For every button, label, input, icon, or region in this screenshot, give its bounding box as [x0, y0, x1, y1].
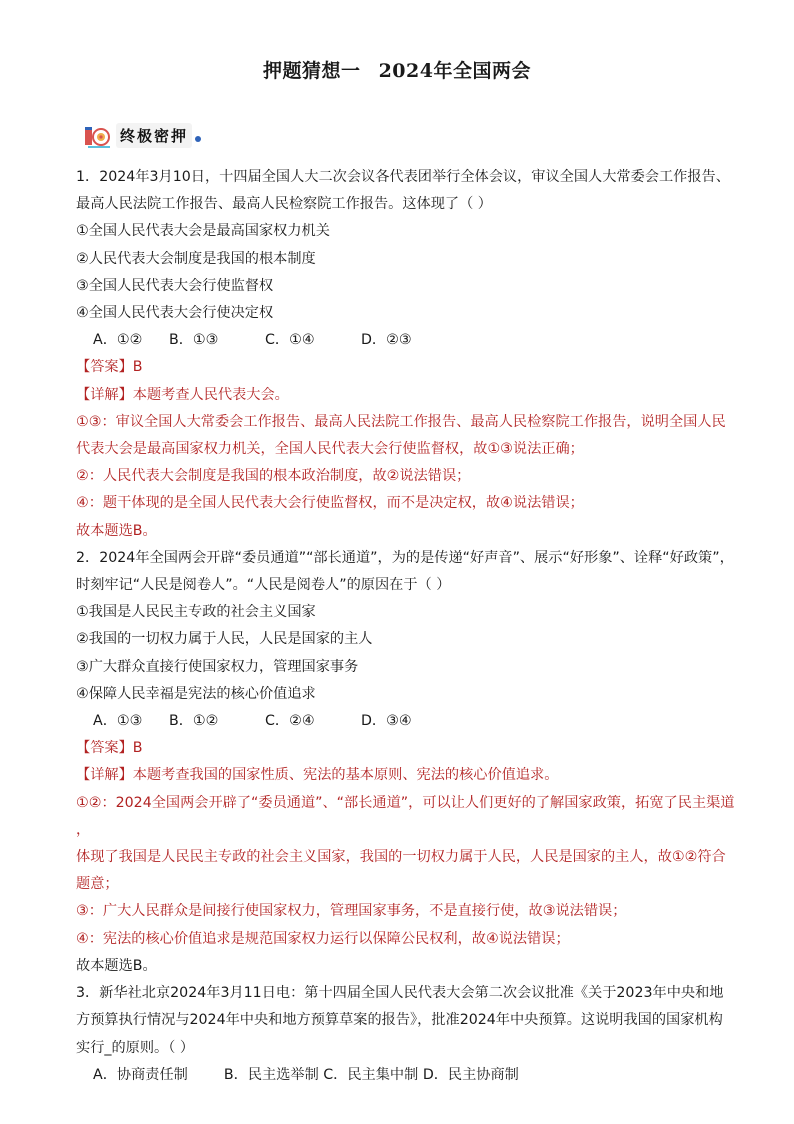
- q2-detail-line-3: 体现了我国是人民民主专政的社会主义国家，我国的一切权力属于人民，人民是国家的主人，故①②符合: [76, 849, 726, 866]
- banner-dot: [195, 136, 201, 142]
- title-part1: 押题猜想一: [263, 60, 361, 82]
- q2-stem-line1: 2．2024年全国两会开辟“委员通道”“部长通道”，为的是传递“好声音”、展示“好形象”、诠释“好政策”，: [76, 549, 734, 566]
- q1-item-1: ①全国人民代表大会是最高国家权力机关: [76, 223, 330, 240]
- q2-detail: [76, 762, 722, 789]
- q2-detail-line-1: ①②：2024全国两会开辟了“委员通道”、“部长通道”，可以让人们更好的了解国家政策，拓宽了民主渠道: [76, 794, 735, 811]
- q2-option-a: A．①③: [93, 713, 143, 730]
- q1-option-d: D．②③: [361, 332, 412, 349]
- q1-answer-value: B: [132, 359, 143, 376]
- q2-stem-line2: 时刻牢记“人民是阅卷人”。“人民是阅卷人”的原因在于（ ）: [76, 577, 451, 594]
- q3-options: A．协商责任制 B．民主选举制 C．民主集中制 D．民主协商制: [93, 1066, 519, 1083]
- q1-answer-label: 【答案】: [76, 359, 133, 376]
- section-banner: [84, 120, 201, 150]
- q2-option-c: C．②④: [265, 713, 315, 730]
- q3-stem-line1: 3．新华社北京2024年3月11日电：第十四届全国人民代表大会第二次会议批准《关于2023年中央和地: [76, 985, 724, 1002]
- q2-answer-label: 【答案】: [76, 740, 133, 757]
- q1-item-3: ③全国人民代表大会行使监督权: [76, 277, 274, 294]
- q2-detail-intro: 本题考查我国的国家性质、宪法的基本原则、宪法的核心价值追求。: [132, 767, 559, 784]
- q2-options: [76, 708, 722, 735]
- q1-stem-line1: 1．2024年3月10日，十四届全国人大二次会议各代表团举行全体会议，审议全国人大常委会工作报告、: [76, 169, 730, 185]
- q2-option-d: D．③④: [361, 713, 412, 730]
- q1-detail-line-2: 代表大会是最高国家权力机关，全国人民代表大会行使监督权，故①③说法正确；: [76, 441, 584, 458]
- q1-answer: [76, 354, 722, 381]
- q2-detail-line-6: ④：宪法的核心价值追求是规范国家权力运行以保障公民权利，故④说法错误；: [76, 930, 570, 947]
- q1-option-a: A．①②: [93, 332, 143, 349]
- q2-detail-line-2: ，: [76, 821, 91, 838]
- q1-item-4: ④全国人民代表大会行使决定权: [76, 305, 274, 322]
- q2-answer-value: B: [132, 740, 143, 757]
- q1-detail-intro: 本题考查人民代表大会。: [132, 386, 289, 403]
- q2-item-2: ②我国的一切权力属于人民，人民是国家的主人: [76, 631, 373, 648]
- q1-detail-line-4: ④：题干体现的是全国人民代表大会行使监督权，而不是决定权，故④说法错误；: [76, 495, 584, 512]
- q2-answer: [76, 735, 722, 762]
- q2-item-1: ①我国是人民民主专政的社会主义国家: [76, 604, 316, 621]
- q1-detail-line-1: ①③：审议全国人大常委会工作报告、最高人民法院工作报告、最高人民检察院工作报告，说明全国人民: [76, 413, 726, 430]
- q2-detail-line-4: 题意；: [76, 876, 119, 893]
- q2-item-4: ④保障人民幸福是宪法的核心价值追求: [76, 685, 316, 702]
- q1-option-b: B．①③: [169, 332, 219, 349]
- q1-detail: [76, 382, 722, 409]
- title-part2: 2024年全国两会: [378, 60, 531, 82]
- q1-detail-label: 【详解】: [76, 386, 133, 403]
- q2-conclusion: 故本题选B。: [76, 957, 157, 974]
- q2-detail-line-5: ③：广大人民群众是间接行使国家权力，管理国家事务，不是直接行使，故③说法错误；: [76, 903, 627, 920]
- q3-stem-line2: 方预算执行情况与2024年中央和地方预算草案的报告》，批准2024年中央预算。这说明我国的国家机构: [76, 1012, 723, 1029]
- q3-stem-line3: 实行_的原则。（ ）: [76, 1039, 195, 1056]
- q1-item-2: ②人民代表大会制度是我国的根本制度: [76, 250, 316, 267]
- q1-conclusion: 故本题选B。: [76, 522, 157, 539]
- banner-label: 终极密押: [116, 123, 192, 148]
- questions: [76, 164, 735, 1089]
- q1-stem-line2: 最高人民法院工作报告、最高人民检察院工作报告。这体现了（ ）: [76, 196, 492, 213]
- q1-detail-line-3: ②：人民代表大会制度是我国的根本政治制度，故②说法错误；: [76, 468, 471, 485]
- page-title: [0, 56, 794, 83]
- target-logo-icon: [84, 121, 112, 149]
- q2-option-b: B．①②: [169, 713, 219, 730]
- q1-options: [76, 327, 722, 354]
- q1-option-c: C．①④: [265, 332, 315, 349]
- q2-detail-label: 【详解】: [76, 767, 133, 784]
- q2-item-3: ③广大群众直接行使国家权力，管理国家事务: [76, 658, 359, 675]
